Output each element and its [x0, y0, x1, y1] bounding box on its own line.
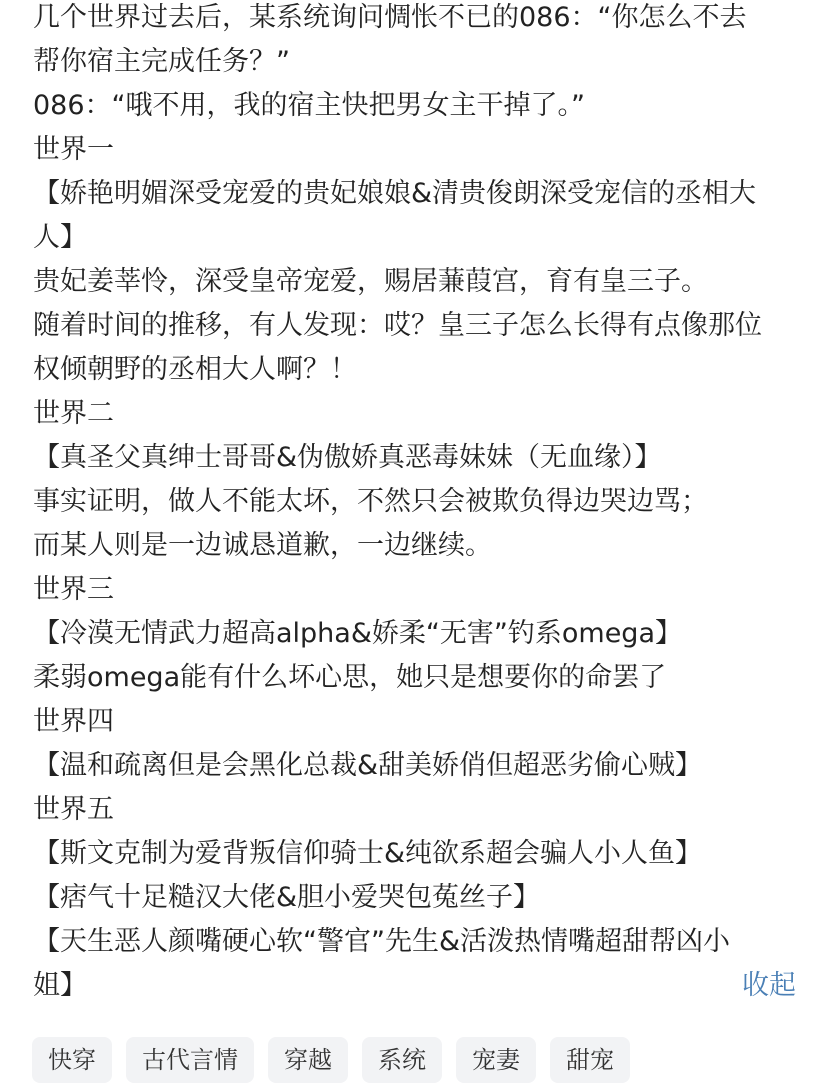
world-heading: 世界五	[33, 794, 114, 825]
tag-chip[interactable]: 穿越	[268, 1037, 348, 1083]
collapse-button[interactable]: 收起	[742, 970, 796, 1001]
tag-chip[interactable]: 古代言情	[126, 1037, 254, 1083]
synopsis-line: 【痞气十足糙汉大佬&胆小爱哭包菟丝子】	[33, 882, 541, 913]
synopsis-line: 权倾朝野的丞相大人啊？！	[33, 354, 357, 385]
synopsis-line: 【真圣父真绅士哥哥&伪傲娇真恶毒妹妹（无血缘）】	[33, 442, 662, 473]
synopsis-line: 而某人则是一边诚恳道歉，一边继续。	[33, 530, 492, 561]
synopsis-text	[33, 0, 799, 1008]
synopsis-line: 几个世界过去后，某系统询问惆怅不已的086：“你怎么不去	[33, 2, 747, 33]
synopsis-line: 【冷漠无情武力超高alpha&娇柔“无害”钓系omega】	[33, 618, 682, 649]
synopsis-line: 人】	[33, 222, 87, 253]
synopsis-line: 姐】	[33, 970, 87, 1001]
synopsis-line: 【斯文克制为爱背叛信仰骑士&纯欲系超会骗人小人鱼】	[33, 838, 703, 869]
synopsis-line: 086：“哦不用，我的宿主快把男女主干掉了。”	[33, 90, 586, 121]
synopsis-line: 贵妃姜莘怜，深受皇帝宠爱，赐居蒹葭宫，育有皇三子。	[33, 266, 708, 297]
synopsis-line: 【天生恶人颜嘴硬心软“警官”先生&活泼热情嘴超甜帮凶小	[33, 926, 731, 957]
synopsis-line: 事实证明，做人不能太坏，不然只会被欺负得边哭边骂；	[33, 486, 708, 517]
tag-list	[32, 1037, 630, 1083]
tag-chip[interactable]: 系统	[362, 1037, 442, 1083]
tag-chip[interactable]: 甜宠	[550, 1037, 630, 1083]
world-heading: 世界二	[33, 398, 114, 429]
world-heading: 世界三	[33, 574, 114, 605]
tag-chip[interactable]: 快穿	[32, 1037, 112, 1083]
tag-chip[interactable]: 宠妻	[456, 1037, 536, 1083]
synopsis-line: 随着时间的推移，有人发现：哎？皇三子怎么长得有点像那位	[33, 310, 762, 341]
synopsis-line: 柔弱omega能有什么坏心思，她只是想要你的命罢了	[33, 662, 667, 693]
world-heading: 世界四	[33, 706, 114, 737]
world-heading: 世界一	[33, 134, 114, 165]
synopsis-line: 【温和疏离但是会黑化总裁&甜美娇俏但超恶劣偷心贼】	[33, 750, 703, 781]
synopsis-line: 【娇艳明媚深受宠爱的贵妃娘娘&清贵俊朗深受宠信的丞相大	[33, 178, 757, 209]
synopsis-line: 帮你宿主完成任务？”	[33, 46, 290, 77]
